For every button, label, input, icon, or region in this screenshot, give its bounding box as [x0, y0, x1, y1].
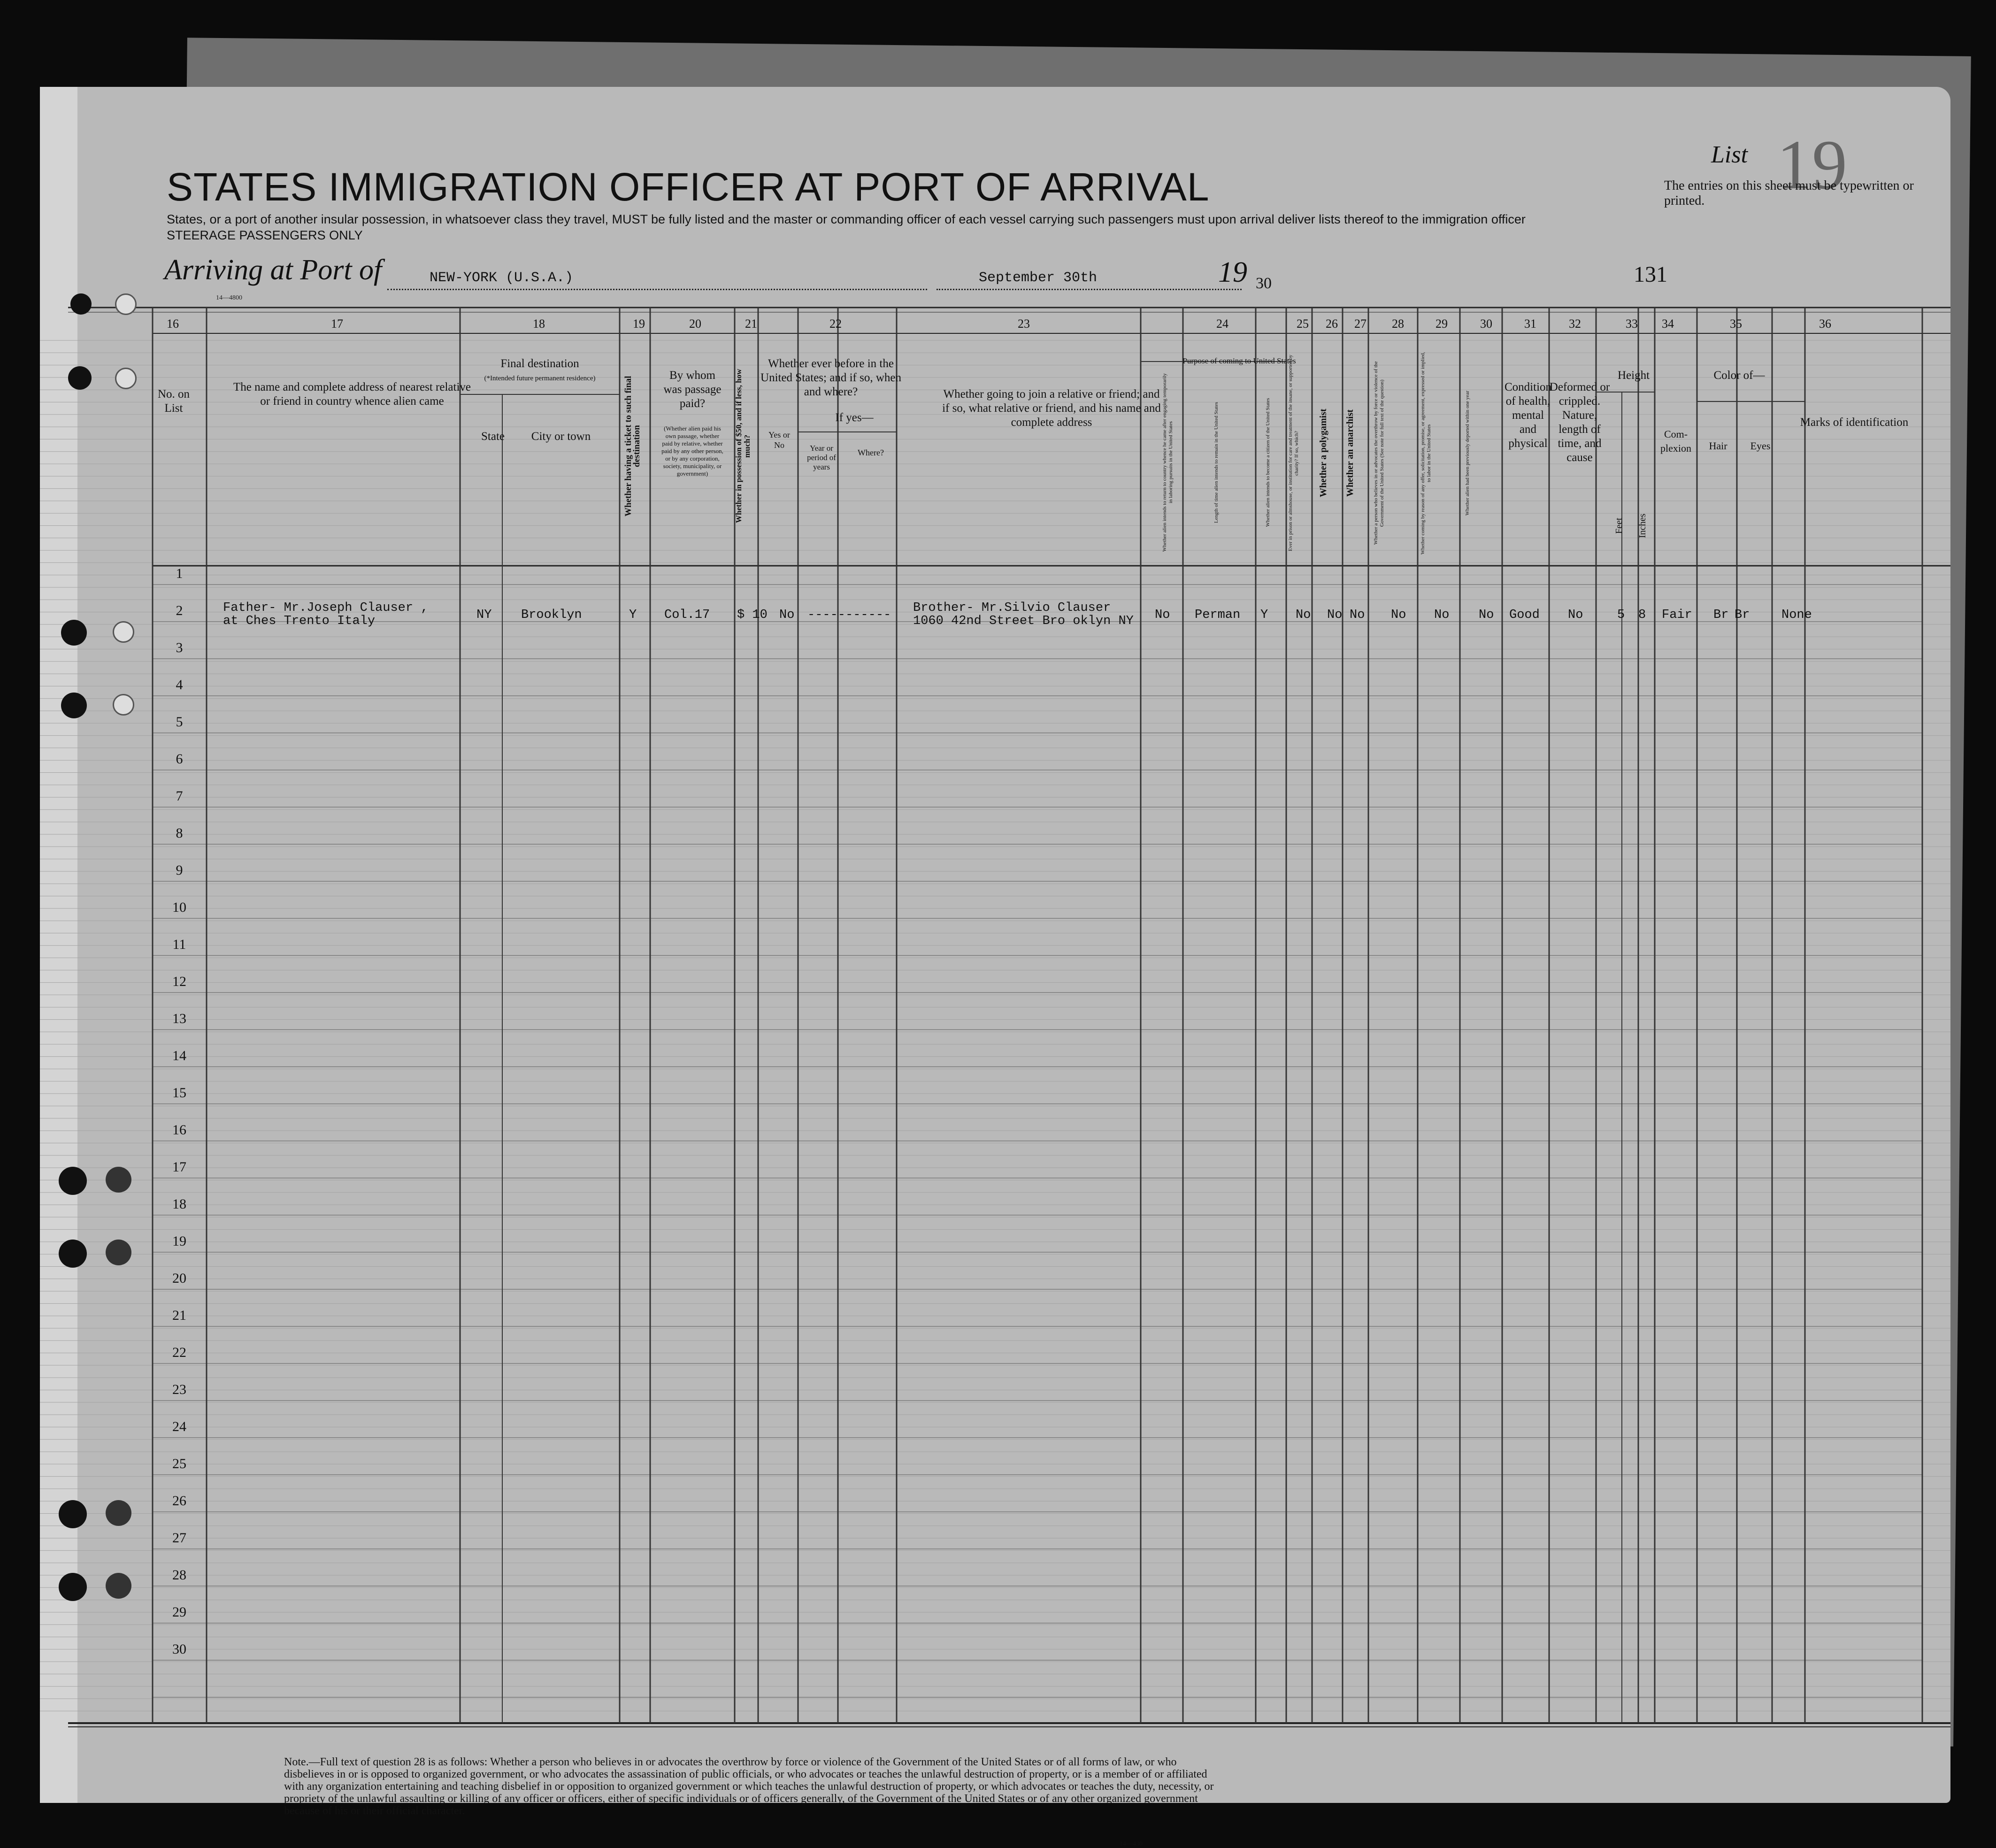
row-number: 4	[176, 677, 183, 693]
header-overthrow: Whether a person who believes in or advocates the overthrow by force or violence of the Government of the United States (See note for full text of the question)	[1373, 361, 1385, 545]
header-purpose: Purpose of coming to United States	[1182, 356, 1296, 365]
binder-hole	[113, 694, 134, 716]
row-number: 30	[172, 1641, 186, 1657]
entry-join-line2: 1060 42nd Street Bro oklyn NY	[913, 614, 1134, 628]
header-final-destination-note: (*Intended future permanent residence)	[484, 375, 596, 382]
entry-hair: Br	[1713, 608, 1729, 622]
binder-hole	[59, 1167, 87, 1195]
row-number: 5	[176, 714, 183, 730]
intro-line: States, or a port of another insular possession, in whatsoever class they travel, MUST be fully listed and the master or commanding officer of each vessel carrying such passengers must upon arrival deliver lists thereof to the immigration officer	[167, 212, 1526, 226]
row-number: 21	[172, 1308, 186, 1323]
binder-hole	[106, 1240, 131, 1265]
entry-purpose-b: Perman	[1195, 608, 1241, 622]
row-number: 28	[172, 1567, 186, 1583]
entry-relative-line1: Father- Mr.Joseph Clauser ,	[223, 601, 429, 615]
header-before-us: Whether ever before in the United States; and if so, when and where?	[760, 357, 901, 398]
row-number: 17	[172, 1159, 186, 1175]
entry-city: Brooklyn	[521, 608, 582, 622]
footer-code: 14—430	[1120, 1840, 1143, 1848]
row-number: 8	[176, 825, 183, 841]
binder-hole	[106, 1167, 131, 1193]
colnum-36: 36	[1819, 317, 1831, 331]
row-number: 9	[176, 862, 183, 878]
header-purpose-b: Length of time alien intends to remain in the United States	[1213, 402, 1219, 523]
entry-before-us: No	[779, 608, 795, 622]
entry-overthrow: No	[1391, 608, 1406, 622]
entry-inches: 8	[1638, 608, 1646, 622]
binder-hole	[115, 368, 137, 389]
header-city: City or town	[531, 430, 591, 443]
header-money: Whether in possession of $50, and if less, how much?	[734, 369, 752, 524]
header-year-period: Year or period of years	[807, 444, 836, 471]
binder-hole	[106, 1573, 131, 1599]
entry-eyes: Br	[1735, 608, 1750, 622]
header-complexion: Com-plexion	[1660, 428, 1691, 454]
entry-prison: No	[1296, 608, 1311, 622]
header-hair: Hair	[1709, 440, 1727, 452]
footer-note: Note.—Full text of question 28 is as follows: Whether a person who believes in or advocates the overthrow by force or violence of the Government of the United States or of all forms of law, or who disbelieves in or is opposed to organized government, or who advocates the assassination of public officials, or who advocates or teaches the unlawful destruction of property, or is a member of or affiliated with any organization entertaining and teaching disbelief in or opposition to organized government or which teaches the unlawful destruction of property, or which advocates or teaches the duty, necessity, or propriety of the unlawful assaulting or killing of any officer or officers, either of specific individuals or of officers generally, of the Government of the United States or of any other organized government because of his or their official character.	[284, 1756, 1214, 1817]
header-yes-no: Yes or No	[768, 430, 790, 450]
binder-hole	[61, 620, 87, 646]
colnum-29: 29	[1436, 317, 1448, 331]
form-number: 131	[1634, 262, 1667, 287]
colnum-16: 16	[167, 317, 179, 331]
colnum-33: 33	[1626, 317, 1638, 331]
row-number: 13	[172, 1011, 186, 1026]
colnum-27: 27	[1354, 317, 1366, 331]
entry-feet: 5	[1617, 608, 1625, 622]
binder-hole	[61, 693, 87, 718]
colnum-31: 31	[1524, 317, 1536, 331]
row-number: 19	[172, 1233, 186, 1249]
colnum-20: 20	[689, 317, 701, 331]
header-no-on-list: No. on List	[157, 388, 190, 415]
entry-join-line1: Brother- Mr.Silvio Clauser	[913, 601, 1111, 615]
row-number: 12	[172, 974, 186, 989]
row-number: 23	[172, 1382, 186, 1397]
entry-purpose-c: Y	[1260, 608, 1268, 622]
arriving-label: Arriving at Port of	[164, 254, 382, 286]
binder-hole	[68, 366, 92, 390]
binder-hole	[59, 1500, 87, 1528]
colnum-21: 21	[745, 317, 757, 331]
row-number: 29	[172, 1604, 186, 1620]
row-number: 24	[172, 1419, 186, 1434]
entry-relative-line2: at Ches Trento Italy	[223, 614, 376, 628]
header-offer: Whether coming by reason of any offer, solicitation, promise, or agreement, expressed or implied, to labor in the United States	[1420, 352, 1432, 554]
date-value: September 30th	[979, 270, 1098, 286]
entry-before-dash: -----------	[807, 608, 891, 622]
row-number: 1	[176, 566, 183, 581]
steerage-line: STEERAGE PASSENGERS ONLY	[167, 228, 363, 242]
entries-note: The entries on this sheet must be typewritten or printed.	[1664, 178, 1914, 208]
entry-ticket: Y	[629, 608, 637, 622]
colnum-30: 30	[1480, 317, 1492, 331]
row-number: 26	[172, 1493, 186, 1509]
row-number: 18	[172, 1196, 186, 1212]
colnum-25: 25	[1297, 317, 1309, 331]
page-title: STATES IMMIGRATION OFFICER AT PORT OF ARRIVAL	[167, 165, 1210, 209]
binder-hole	[115, 293, 137, 315]
row-number: 20	[172, 1270, 186, 1286]
row-number: 27	[172, 1530, 186, 1546]
entry-deported: No	[1479, 608, 1494, 622]
header-where: Where?	[858, 448, 884, 457]
row-number: 16	[172, 1122, 186, 1138]
manifest-sheet	[40, 87, 1950, 1848]
entry-health: Good	[1509, 608, 1540, 622]
entry-marks: None	[1781, 608, 1812, 622]
colnum-35: 35	[1730, 317, 1742, 331]
row-number: 10	[172, 900, 186, 915]
entry-deformed: No	[1568, 608, 1583, 622]
small-code: 14—4800	[216, 294, 242, 301]
colnum-32: 32	[1569, 317, 1581, 331]
entry-purpose-a: No	[1155, 608, 1170, 622]
colnum-26: 26	[1326, 317, 1338, 331]
binder-hole	[59, 1573, 87, 1601]
row-number: 3	[176, 640, 183, 655]
header-passage-note: (Whether alien paid his own passage, whether paid by relative, whether paid by any other person, or by any corporation, society, municipality, or government)	[661, 425, 723, 477]
entry-anarchist: No	[1350, 608, 1365, 622]
binder-hole	[113, 621, 134, 643]
header-inches: Inches	[1637, 513, 1648, 539]
header-nearest-relative: The name and complete address of nearest relative or friend in country whence alien came	[233, 381, 471, 408]
table-grid	[40, 87, 1950, 1803]
row-number: 7	[176, 788, 183, 804]
header-purpose-c: Whether alien intends to become a citizen of the United States	[1265, 398, 1271, 527]
header-polygamist: Whether a polygamist	[1318, 408, 1328, 498]
header-if-yes: If yes—	[835, 411, 874, 424]
header-prison: Ever in prison or almshouse, or institution for care and treatment of the insane, or supported by charity? If so, which?	[1288, 354, 1299, 552]
binder-hole	[70, 293, 92, 315]
row-number: 2	[176, 603, 183, 618]
header-anarchist: Whether an anarchist	[1345, 409, 1355, 497]
row-number: 11	[172, 937, 186, 952]
entry-money: $ 10	[737, 608, 768, 622]
binder-hole	[59, 1240, 87, 1268]
colnum-17: 17	[331, 317, 343, 331]
colnum-34: 34	[1662, 317, 1674, 331]
entry-paid-by: Col.17	[664, 608, 710, 622]
header-marks: Marks of identification	[1800, 416, 1909, 429]
colnum-22: 22	[829, 317, 842, 331]
header-eyes: Eyes	[1750, 440, 1771, 452]
header-passage-paid: By whom was passage paid?	[663, 369, 722, 410]
entry-complexion: Fair	[1662, 608, 1692, 622]
colnum-18: 18	[533, 317, 545, 331]
header-deported: Whether alien had been previously deported within one year	[1465, 391, 1470, 516]
header-purpose-a: Whether alien intends to return to country whence he came after engaging temporarily in laboring pursuits in the United States	[1162, 373, 1174, 552]
row-number: 22	[172, 1345, 186, 1360]
header-final-destination: Final destination	[500, 357, 579, 370]
year-suffix: 30	[1256, 275, 1272, 292]
header-color-of: Color of—	[1713, 369, 1765, 382]
row-number: 6	[176, 751, 183, 767]
list-number: 19	[1777, 126, 1847, 204]
header-feet: Feet	[1614, 517, 1624, 534]
binder-hole	[106, 1500, 131, 1526]
port-value: NEW-YORK (U.S.A.)	[430, 270, 574, 286]
entry-state: NY	[476, 608, 492, 622]
entry-polygamist: No	[1327, 608, 1343, 622]
list-label: List	[1711, 141, 1748, 168]
colnum-24: 24	[1216, 317, 1228, 331]
year-prefix: 19	[1218, 256, 1247, 288]
header-health: Condition of health, mental and physical	[1505, 381, 1552, 450]
header-height: Height	[1617, 369, 1650, 382]
row-number: 14	[172, 1048, 186, 1063]
header-ticket: Whether having a ticket to such final destination	[623, 376, 642, 516]
row-number: 25	[172, 1456, 186, 1471]
header-join-relative: Whether going to join a relative or friend; and if so, what relative or friend, and his name and complete address	[942, 388, 1161, 429]
header-state: State	[481, 430, 505, 443]
header-deformed: Deformed or crippled. Nature, length of time, and cause	[1549, 381, 1610, 464]
colnum-23: 23	[1018, 317, 1030, 331]
colnum-28: 28	[1392, 317, 1404, 331]
entry-offer: No	[1434, 608, 1450, 622]
colnum-19: 19	[633, 317, 645, 331]
row-number: 15	[172, 1085, 186, 1101]
